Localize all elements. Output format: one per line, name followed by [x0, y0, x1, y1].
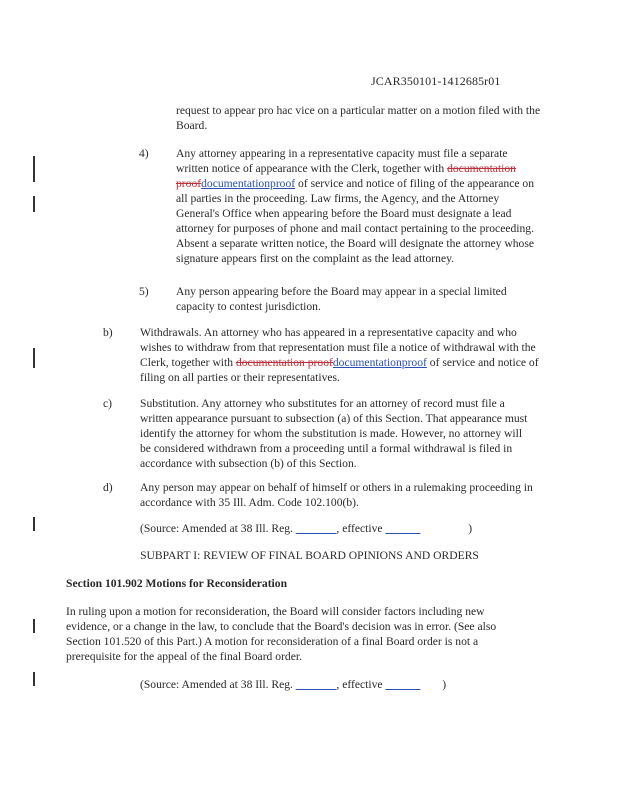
inserted-text: documentationproof	[201, 177, 296, 190]
change-bar	[33, 348, 35, 368]
source-suffix: )	[442, 678, 447, 691]
deleted-text: documentation proof	[176, 162, 516, 190]
subsection-b-number: b)	[103, 326, 113, 339]
subsection-b-text-a: Withdrawals. An attorney who has appeared in a representative capacity and who wishes to withdraw from that representation must file a notice of withdrawal with the Clerk, together with	[140, 326, 536, 369]
section-text: In ruling upon a motion for reconsideration, the Board will consider factors including new evidence, or a change in the law, to conclude that the Board's decision was in error. (See also Section 101.520 of this Part.) A motion for reconsideration of a final Board order is not a prerequisite for the appeal of the final Board order.	[66, 605, 497, 663]
change-bar	[33, 517, 35, 531]
source-note	[140, 677, 540, 692]
source-prefix: (Source: Amended at 38 Ill. Reg.	[140, 522, 296, 535]
deleted-text: documentation proof	[235, 356, 333, 369]
item-4-text-b: of service and notice of filing of the appearance on all parties in the proceeding. Law firms, the Agency, and the Attorney General's Office when appearing before the Board must designate a lead attorney for purposes of phone and mail contact pertaining to the proceeding. Absent a separate written notice, the Board will designate the attorney whose signature appears first on the complaint as the lead attorney.	[176, 177, 535, 265]
document-code: JCAR350101-1412685r01	[371, 74, 501, 88]
subsection-c-number: c)	[103, 397, 113, 410]
item-4-number: 4)	[139, 147, 149, 160]
subsection-c-text: Substitution. Any attorney who substitutes for an attorney of record must file a written appearance pursuant to subsection (a) of this Section. That appearance must identify the attorney for whom the substitution is made. However, no attorney will be considered withdrawn from a proceeding until a formal withdrawal is filed in accordance with subsection (b) of this Section.	[140, 397, 528, 470]
source-mid: , effective	[336, 678, 386, 691]
subsection-d-text: Any person may appear on behalf of himself or others in a rulemaking proceeding in accordance with 35 Ill. Adm. Code 102.100(b).	[140, 481, 533, 509]
item-5-text: Any person appearing before the Board may appear in a special limited capacity to contest jurisdiction.	[176, 285, 507, 313]
blank-field: ______	[385, 522, 421, 535]
continuation-text: request to appear pro hac vice on a particular matter on a motion filed with the Board.	[176, 104, 541, 132]
subsection-b-text-b: of service and notice of filing on all parties or their representatives.	[140, 356, 539, 384]
change-bar	[33, 619, 35, 633]
subsection-d-number: d)	[103, 481, 113, 494]
blank-field: ______	[385, 678, 421, 691]
change-bar	[33, 196, 35, 212]
subpart-heading: SUBPART I: REVIEW OF FINAL BOARD OPINIONS AND ORDERS	[140, 549, 479, 562]
section-title: Section 101.902 Motions for Reconsideration	[66, 577, 288, 590]
blank-field: _______	[295, 522, 337, 535]
item-5-number: 5)	[139, 285, 149, 298]
blank-field: _______	[295, 678, 337, 691]
subsection-b-text	[140, 325, 540, 385]
change-bar	[33, 156, 35, 182]
section-heading	[66, 576, 546, 591]
inserted-text: documentationproof	[332, 356, 427, 369]
item-4-text-a: Any attorney appearing in a representative capacity must file a separate written notice of appearance with the Clerk, together with	[176, 147, 508, 175]
source-note	[140, 521, 540, 536]
item-4-text	[176, 146, 538, 266]
source-prefix: (Source: Amended at 38 Ill. Reg.	[140, 678, 296, 691]
source-mid: , effective	[336, 522, 386, 535]
source-suffix: )	[468, 522, 473, 535]
change-bar	[33, 672, 35, 686]
